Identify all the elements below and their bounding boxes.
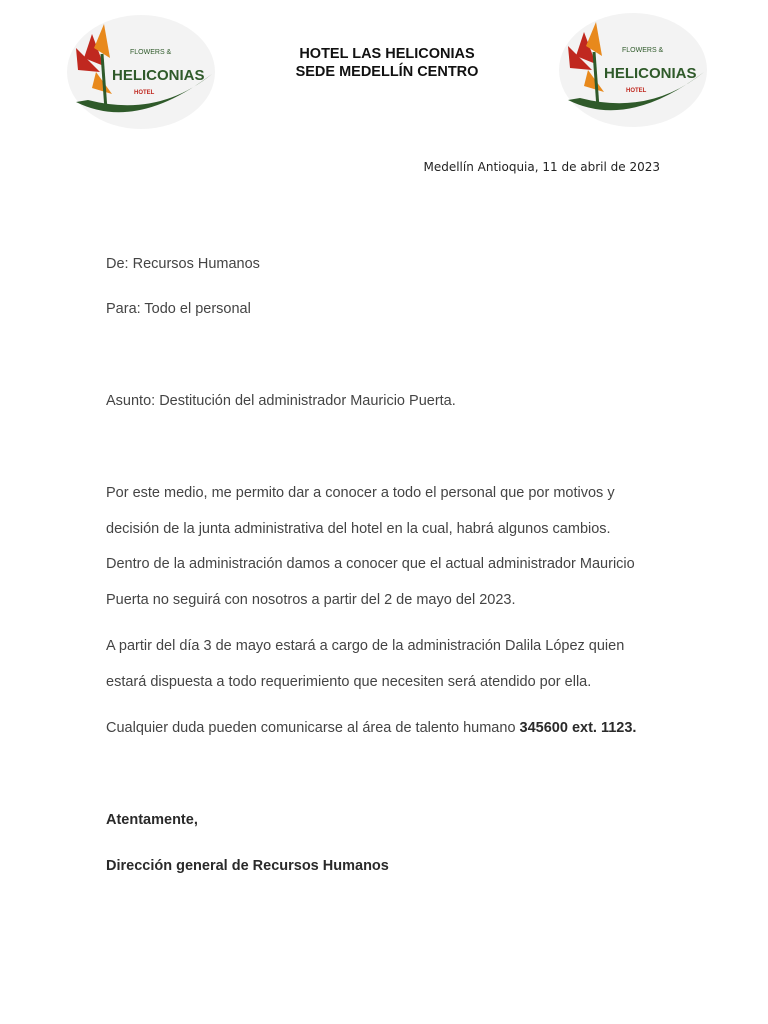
body-line: Por este medio, me permito dar a conocer a todo el personal que por motivos y bbox=[106, 485, 615, 501]
svg-text:FLOWERS &: FLOWERS & bbox=[622, 47, 664, 54]
body-line: decisión de la junta administrativa del hotel en la cual, habrá algunos cambios. bbox=[106, 521, 611, 537]
title-line-1: HOTEL LAS HELICONIAS bbox=[299, 46, 475, 62]
svg-text:FLOWERS &: FLOWERS & bbox=[130, 49, 172, 56]
closing: Atentamente, bbox=[106, 812, 198, 828]
title-line-2: SEDE MEDELLÍN CENTRO bbox=[295, 64, 479, 80]
body-line: Puerta no seguirá con nosotros a partir del 2 de mayo del 2023. bbox=[106, 592, 516, 608]
signature: Dirección general de Recursos Humanos bbox=[106, 858, 389, 874]
to-line: Para: Todo el personal bbox=[106, 301, 251, 317]
contact-phone: 345600 ext. 1123. bbox=[519, 720, 637, 736]
hotel-logo-left bbox=[66, 14, 216, 130]
page-title bbox=[240, 45, 534, 81]
letter-date: Medellín Antioquia, 11 de abril de 2023 bbox=[423, 160, 660, 174]
svg-text:HELICONIAS: HELICONIAS bbox=[604, 65, 697, 82]
svg-text:HOTEL: HOTEL bbox=[626, 88, 647, 94]
body-line: Dentro de la administración damos a conocer que el actual administrador Mauricio bbox=[106, 556, 635, 572]
svg-text:HOTEL: HOTEL bbox=[134, 90, 155, 96]
svg-text:HELICONIAS: HELICONIAS bbox=[112, 67, 205, 84]
subject-line: Asunto: Destitución del administrador Mauricio Puerta. bbox=[106, 393, 456, 409]
from-line: De: Recursos Humanos bbox=[106, 256, 260, 272]
hotel-logo-right bbox=[558, 12, 708, 128]
body-line: A partir del día 3 de mayo estará a cargo de la administración Dalila López quien bbox=[106, 638, 625, 654]
contact-text: Cualquier duda pueden comunicarse al área de talento humano bbox=[106, 720, 520, 736]
body-line: estará dispuesta a todo requerimiento que necesiten será atendido por ella. bbox=[106, 674, 592, 690]
contact-line bbox=[106, 720, 636, 736]
